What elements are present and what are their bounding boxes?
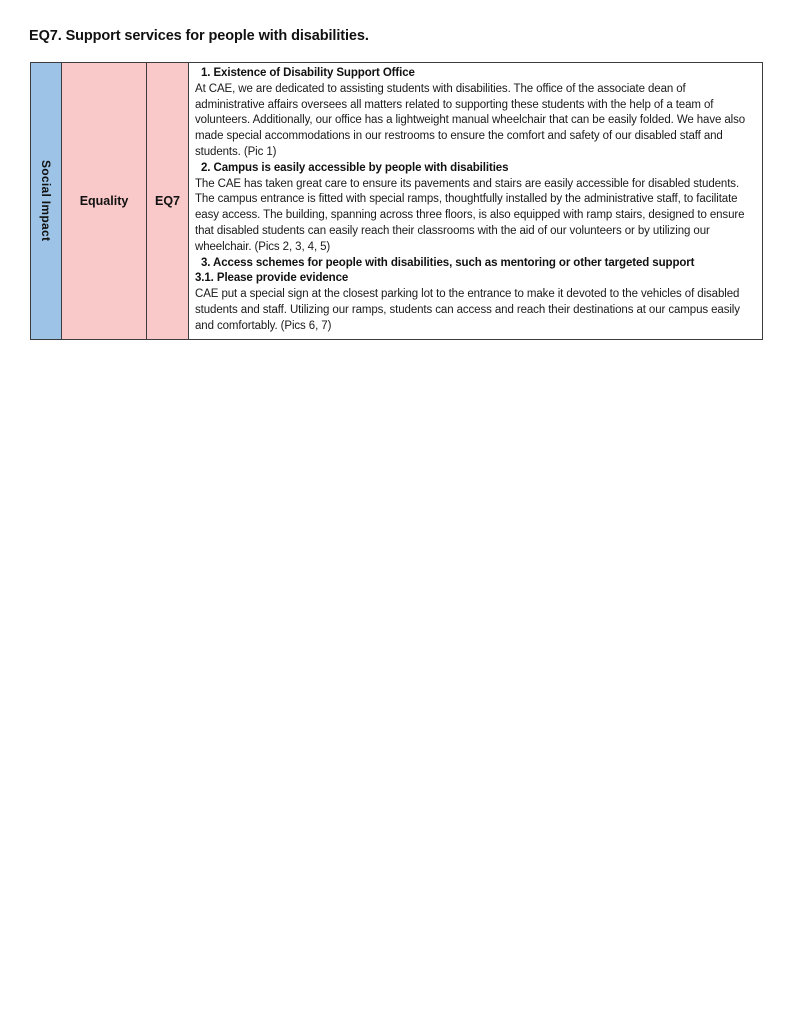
subcategory-cell xyxy=(62,63,147,339)
category-cell xyxy=(31,63,62,339)
section-3-heading: 3. Access schemes for people with disabilities, such as mentoring or other targeted support xyxy=(201,256,695,269)
section-3-subheading: 3.1. Please provide evidence xyxy=(195,272,349,285)
category-label: Social Impact xyxy=(39,160,53,242)
section-1-heading: 1. Existence of Disability Support Office xyxy=(201,67,415,79)
code-label: EQ7 xyxy=(154,193,180,208)
code-cell xyxy=(147,63,189,339)
section-2-heading: 2. Campus is easily accessible by people with disabilities xyxy=(201,161,509,174)
eq7-table xyxy=(30,62,763,340)
page-title: EQ7. Support services for people with disabilities. xyxy=(29,28,369,44)
section-2-body: The CAE has taken great care to ensure its pavements and stairs are easily accessible for disabled students. The campus entrance is fitted with special ramps, thoughtfully installed by the administrative staff, to facilitate easy access. The building, spanning across three floors, is also equipped with ramp stairs, designed to ensure that disabled students can easily reach their classrooms with the aid of our volunteers or by utilizing our wheelchair. (Pics 2, 3, 4, 5) xyxy=(195,177,745,253)
content-cell xyxy=(189,63,762,339)
section-1-body: At CAE, we are dedicated to assisting students with disabilities. The office of the associate dean of administrative affairs oversees all matters related to supporting these students with the help of a team of volunteers. Additionally, our office has a lightweight manual wheelchair that can be easily folded. We have also made special accommodations in our restrooms to ensure the comfort and safety of our disabled staff and students. (Pic 1) xyxy=(195,82,746,158)
subcategory-label: Equality xyxy=(79,193,129,208)
section-3-body: CAE put a special sign at the closest parking lot to the entrance to make it devoted to the vehicles of disabled students and staff. Utilizing our ramps, students can access and reach their destinations at our campus easily and comfortably. (Pics 6, 7) xyxy=(195,288,740,332)
